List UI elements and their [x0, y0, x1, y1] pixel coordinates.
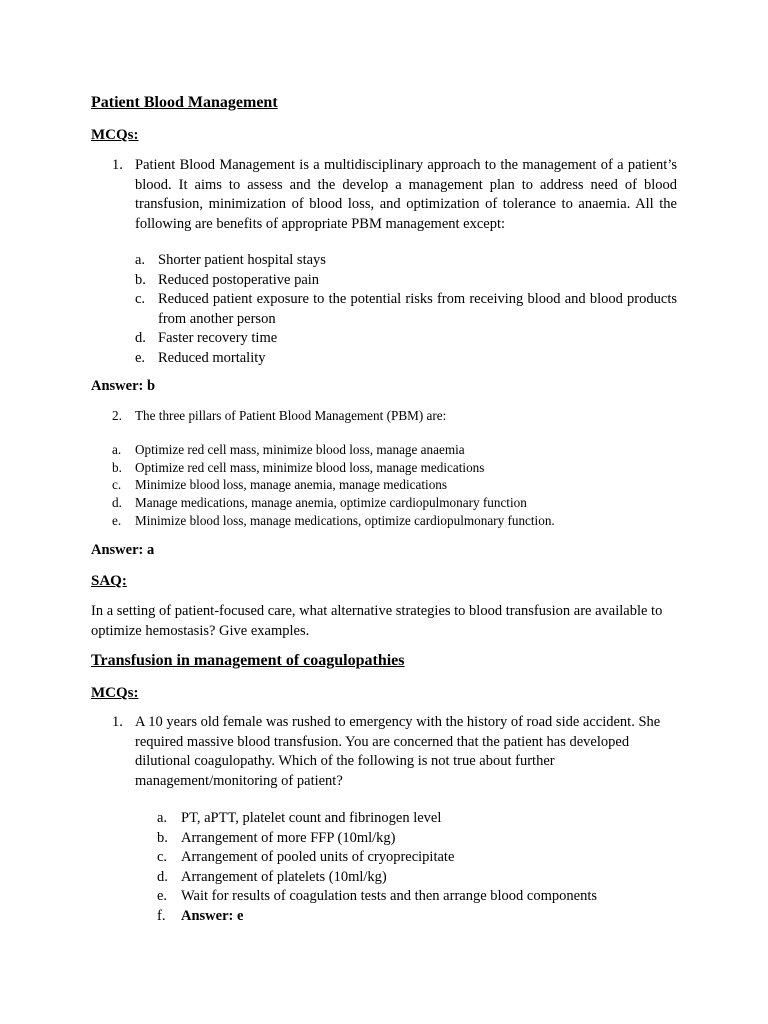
option-label: b.	[157, 829, 168, 846]
option-item	[157, 887, 677, 907]
option-label: c.	[135, 291, 146, 307]
option-text: Manage medications, manage anemia, optimize cardiopulmonary function	[135, 495, 527, 511]
question-text: A 10 years old female was rushed to emergency with the history of road side accident. She required massive blood transfusion. You are concerned that the patient has developed dilutional coagulopathy. Which of the following is not true about further management/monitoring of patient?	[135, 714, 661, 789]
question-number: 2.	[112, 408, 122, 423]
option-text: Arrangement of more FFP (10ml/kg)	[181, 829, 396, 846]
saq-heading: SAQ:	[91, 573, 127, 589]
option-label: e.	[157, 888, 168, 904]
question-text: The three pillars of Patient Blood Management (PBM) are:	[135, 408, 447, 423]
option-item	[112, 512, 672, 530]
option-list	[135, 251, 677, 368]
option-item	[135, 290, 677, 329]
option-item	[157, 829, 677, 849]
option-item	[157, 848, 677, 868]
option-text: Faster recovery time	[158, 330, 278, 346]
option-item	[135, 329, 677, 349]
option-text: Wait for results of coagulation tests and then arrange blood components	[181, 888, 597, 904]
option-label: e.	[112, 512, 122, 528]
option-item	[112, 494, 672, 512]
answer-line: Answer: b	[91, 378, 156, 394]
option-label: c.	[157, 849, 168, 865]
option-text: Reduced patient exposure to the potential risks from receiving blood and blood products from another person	[158, 291, 677, 327]
mcq-heading: MCQs:	[91, 127, 139, 143]
option-label: b.	[112, 459, 122, 475]
option-label: c.	[112, 477, 122, 493]
question-number: 1.	[112, 714, 123, 730]
option-list	[157, 809, 677, 926]
option-text: Optimize red cell mass, minimize blood loss, manage anaemia	[135, 442, 465, 457]
option-text: PT, aPTT, platelet count and fibrinogen level	[181, 810, 442, 826]
question-text: Patient Blood Management is a multidisciplinary approach to the management of a patient’s blood. It aims to assess and the develop a management plan to address need of blood transfusion, minimization of blood loss, and optimization of tolerance to anaemia. All the following are benefits of appropriate PBM management except:	[135, 157, 677, 232]
option-label: f.	[157, 907, 166, 924]
option-label: b.	[135, 271, 146, 288]
option-label: e.	[135, 349, 146, 366]
option-text: Optimize red cell mass, minimize blood loss, manage medications	[135, 459, 485, 475]
option-label: a.	[112, 442, 122, 457]
saq-text: In a setting of patient-focused care, what alternative strategies to blood transfusion are available to optimize hemostasis? Give examples.	[91, 603, 663, 639]
option-item	[112, 476, 672, 494]
section-title-pbm: Patient Blood Management	[91, 94, 278, 111]
option-text: Minimize blood loss, manage medications, optimize cardiopulmonary function.	[135, 512, 555, 528]
option-item	[112, 441, 672, 459]
option-label: d.	[112, 495, 122, 511]
option-item	[157, 907, 677, 927]
option-item	[135, 251, 677, 271]
option-label: d.	[157, 868, 168, 885]
option-text: Reduced postoperative pain	[158, 271, 320, 288]
option-label: a.	[135, 252, 146, 268]
option-text: Minimize blood loss, manage anemia, manage medications	[135, 477, 448, 493]
option-label: a.	[157, 810, 168, 826]
option-label: d.	[135, 330, 146, 346]
option-item	[135, 271, 677, 291]
answer-line: Answer: e	[181, 907, 244, 924]
option-text: Arrangement of platelets (10ml/kg)	[181, 868, 387, 885]
mcq-heading: MCQs:	[91, 685, 139, 701]
option-item	[112, 459, 672, 477]
option-text: Reduced mortality	[158, 349, 266, 366]
answer-line: Answer: a	[91, 542, 155, 558]
option-item	[135, 349, 677, 369]
section-title-coagulopathies: Transfusion in management of coagulopathies	[91, 652, 405, 669]
question-number: 1.	[112, 157, 123, 173]
option-text: Arrangement of pooled units of cryoprecipitate	[181, 849, 455, 865]
option-text: Shorter patient hospital stays	[158, 252, 326, 268]
option-item	[157, 809, 677, 829]
option-list	[112, 441, 672, 530]
option-item	[157, 868, 677, 888]
